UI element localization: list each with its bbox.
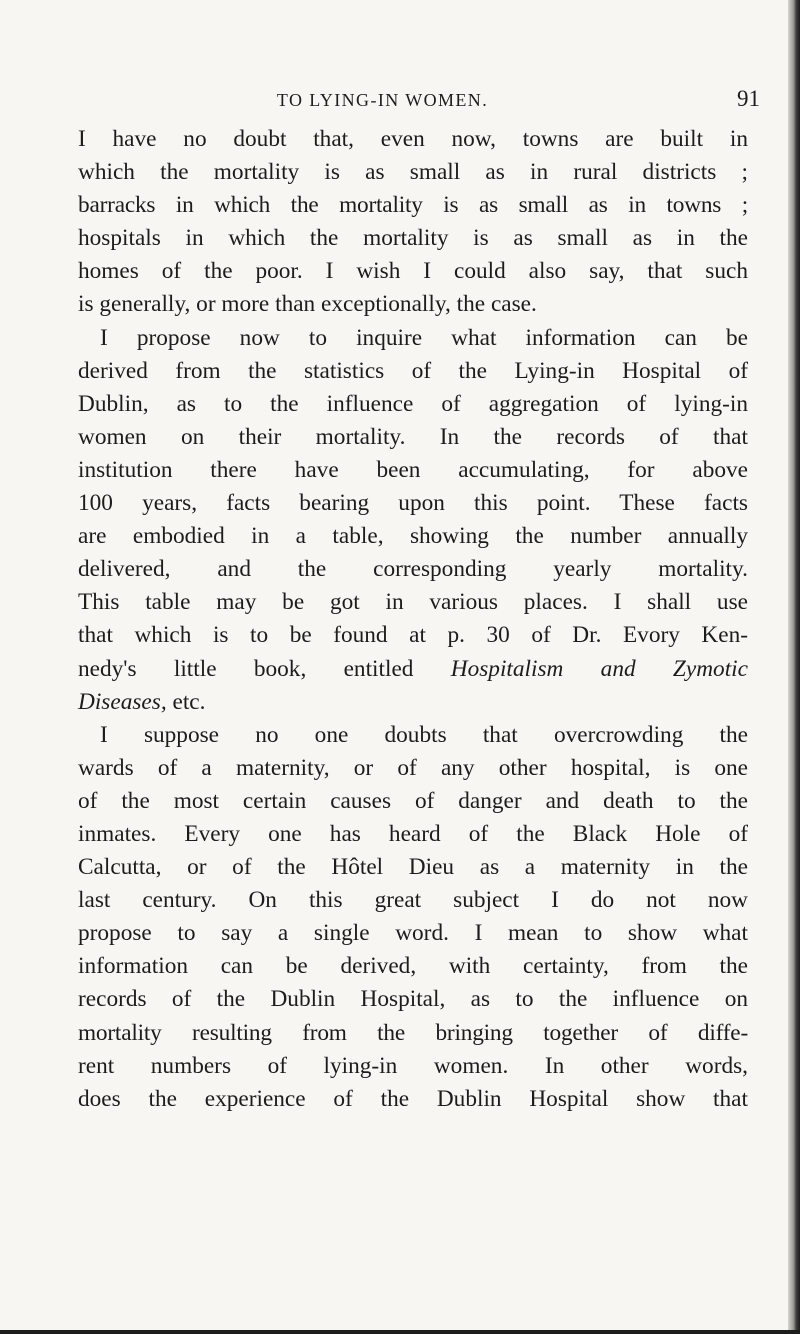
text-line: rent numbers of lying-in women. In other words, <box>78 1052 748 1079</box>
text-line: This table may be got in various places. I shall use <box>78 589 748 616</box>
text-line: inmates. Every one has heard of the Black Hole of <box>78 820 748 847</box>
text-line: derived from the statistics of the Lying-in Hospital of <box>78 357 748 384</box>
page-bottom-edge <box>0 1330 800 1334</box>
text-line: institution there have been accumulating, for above <box>78 456 748 483</box>
text-line: mortality resulting from the bringing together of diffe- <box>78 1019 748 1046</box>
text-line: barracks in which the mortality is as small as in towns ; <box>78 192 748 219</box>
running-title: TO LYING-IN WOMEN. <box>276 90 489 110</box>
text-line: I have no doubt that, even now, towns are built in <box>78 126 748 152</box>
text-line: propose to say a single word. I mean to show what <box>78 920 748 947</box>
text-line <box>78 653 748 686</box>
text-line: are embodied in a table, showing the number annually <box>78 523 748 550</box>
text-line: Calcutta, or of the Hôtel Dieu as a maternity in the <box>78 854 748 881</box>
italic-title: Diseases, <box>78 688 167 715</box>
text-line: delivered, and the corresponding yearly mortality. <box>78 556 748 583</box>
text-line: is generally, or more than exceptionally, the case. <box>78 291 537 318</box>
italic-title: Hospitalism and Zymotic <box>450 655 748 682</box>
page-edge-shadow <box>788 0 800 1334</box>
text-line: records of the Dublin Hospital, as to the influence on <box>78 986 748 1013</box>
text-run: nedy's little book, entitled <box>78 655 451 682</box>
text-line: 100 years, facts bearing upon this point. These facts <box>78 490 748 517</box>
running-head <box>60 86 760 116</box>
text-line: hospitals in which the mortality is as small as in the <box>78 225 748 252</box>
text-line: which the mortality is as small as in rural districts ; <box>78 159 748 186</box>
text-run: etc. <box>166 688 206 715</box>
text-line: women on their mortality. In the records of that <box>78 423 748 450</box>
text-line: of the most certain causes of danger and death to the <box>78 787 748 814</box>
text-line: that which is to be found at p. 30 of Dr. Evory Ken- <box>78 622 748 649</box>
body-text <box>78 123 748 1116</box>
text-line: wards of a maternity, or of any other hospital, is one <box>78 754 748 781</box>
text-line: does the experience of the Dublin Hospital show that <box>78 1085 748 1112</box>
page-number: 91 <box>737 86 760 111</box>
text-line: I suppose no one doubts that overcrowding the <box>100 721 748 748</box>
text-line: information can be derived, with certainty, from the <box>78 953 748 980</box>
text-line: homes of the poor. I wish I could also say, that such <box>78 258 748 285</box>
text-line: Dublin, as to the influence of aggregation of lying-in <box>78 390 748 417</box>
text-line: last century. On this great subject I do not now <box>78 887 748 914</box>
text-line <box>78 686 748 719</box>
text-line: I propose now to inquire what information can be <box>100 324 748 351</box>
